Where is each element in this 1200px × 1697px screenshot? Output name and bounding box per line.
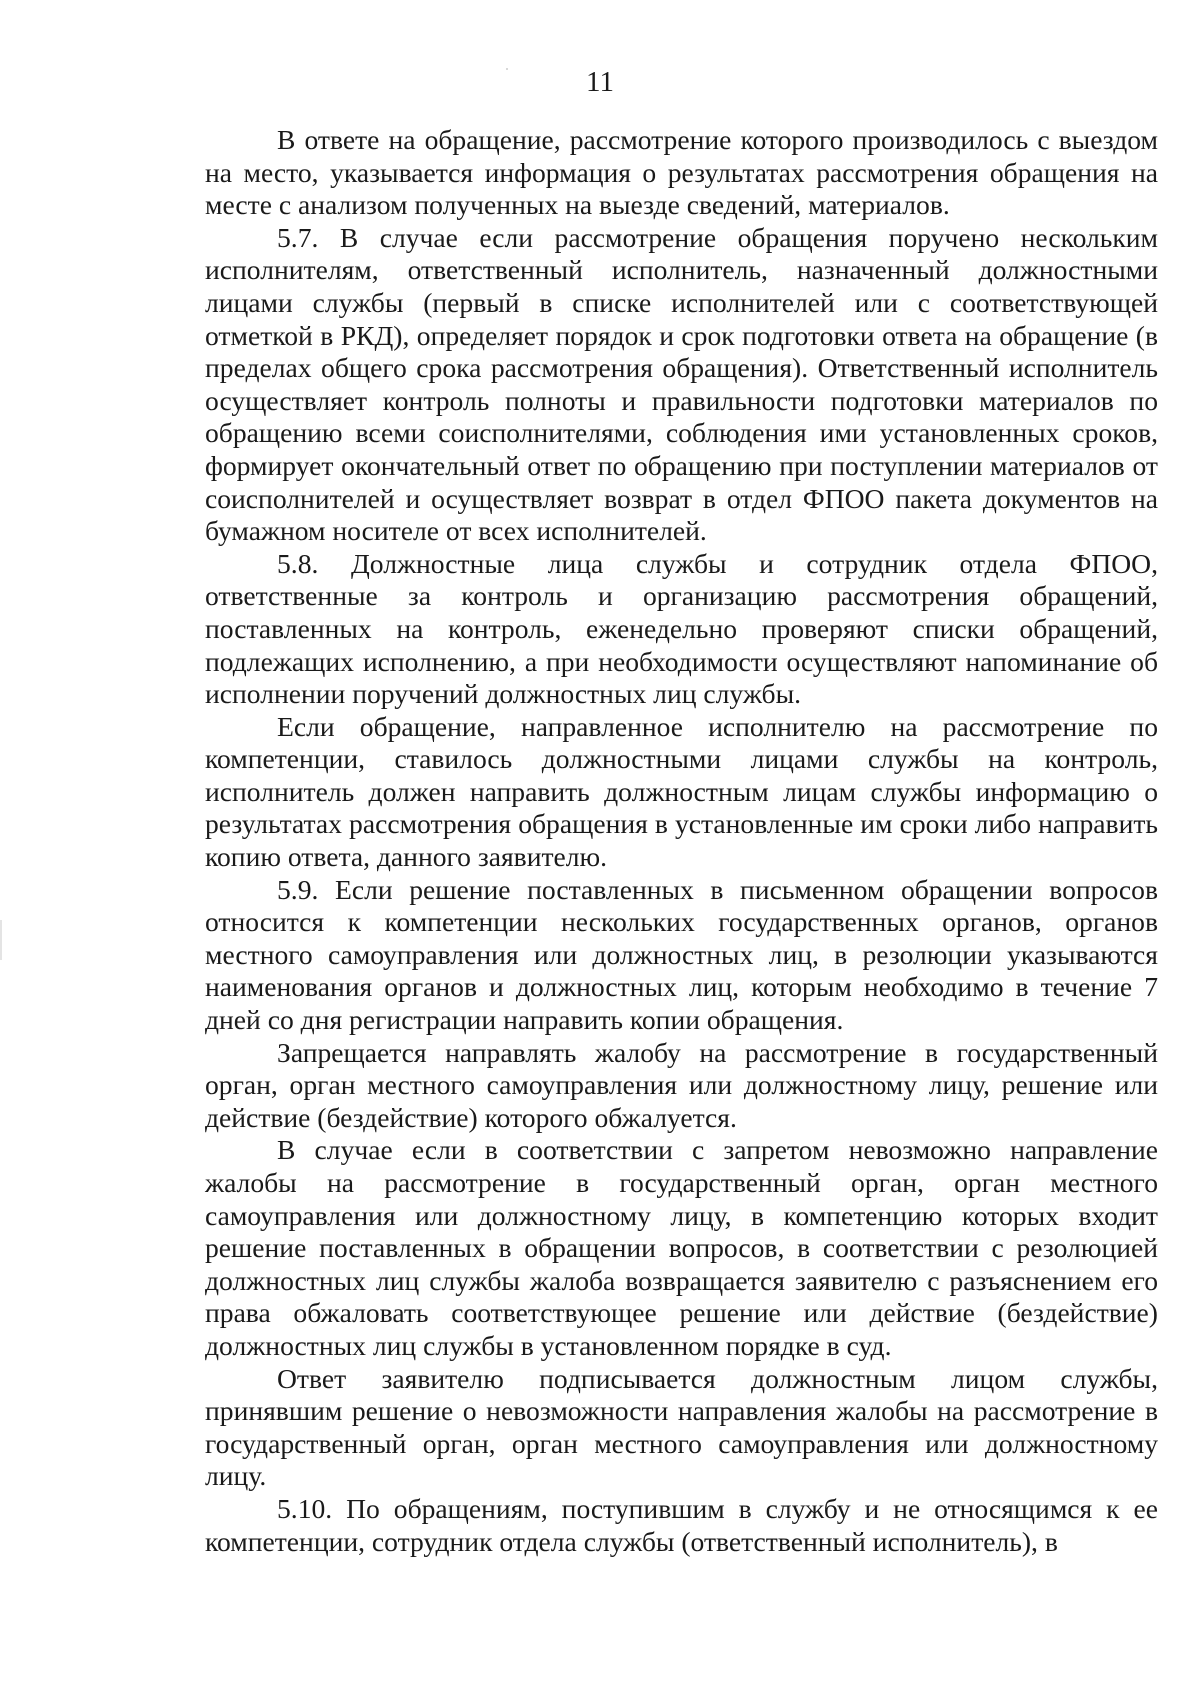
paragraph-section-5-8: 5.8. Должностные лица службы и сотрудник отдела ФПОО, ответственные за контроль и организацию рассмотрения обращений, поставленных на контроль, еженедельно проверяют списки обращений, подлежащих исполнению, а при необходимости осуществляют напоминание об исполнении поручений должностных лиц службы. <box>205 547 1158 710</box>
document-body <box>205 124 1158 1558</box>
paragraph: Запрещается направлять жалобу на рассмотрение в государственный орган, орган местного самоуправления или должностному лицу, решение или действие (бездействие) которого обжалуется. <box>205 1036 1158 1133</box>
scan-artifact <box>0 920 2 960</box>
paragraph-section-5-10: 5.10. По обращениям, поступившим в службу и не относящимся к ее компетенции, сотрудник отдела службы (ответственный исполнитель), в <box>205 1492 1158 1557</box>
paragraph: В случае если в соответствии с запретом невозможно направление жалобы на рассмотрение в государственный орган, орган местного самоуправления или должностному лицу, в компетенцию которых входит решение поставленных в обращении вопросов, в соответствии с резолюцией должностных лиц службы жалоба возвращается заявителю с разъяснением его права обжаловать соответствующее решение или действие (бездействие) должностных лиц службы в установленном порядке в суд. <box>205 1134 1158 1361</box>
paragraph: В ответе на обращение, рассмотрение которого производилось с выездом на место, указывается информация о результатах рассмотрения обращения на месте с анализом полученных на выезде сведений, материалов. <box>205 124 1158 221</box>
page-number: 11 <box>586 66 614 98</box>
paragraph-section-5-7: 5.7. В случае если рассмотрение обращения поручено нескольким исполнителям, ответственный исполнитель, назначенный должностными лицами службы (первый в списке исполнителей или с соответствующей отметкой в РКД), определяет порядок и срок подготовки ответа на обращение (в пределах общего срока рассмотрения обращения). Ответственный исполнитель осуществляет контроль полноты и правильности подготовки материалов по обращению всеми соисполнителями, соблюдения ими установленных сроков, формирует окончательный ответ по обращению при поступлении материалов от соисполнителей и осуществляет возврат в отдел ФПОО пакета документов на бумажном носителе от всех исполнителей. <box>205 221 1158 547</box>
paragraph: Если обращение, направленное исполнителю на рассмотрение по компетенции, ставилось должностными лицами службы на контроль, исполнитель должен направить должностным лицам службы информацию о результатах рассмотрения обращения в установленные им сроки либо направить копию ответа, данного заявителю. <box>205 710 1158 873</box>
paragraph-section-5-9: 5.9. Если решение поставленных в письменном обращении вопросов относится к компетенции нескольких государственных органов, органов местного самоуправления или должностных лиц, в резолюции указываются наименования органов и должностных лиц, которым необходимо в течение 7 дней со дня регистрации направить копии обращения. <box>205 873 1158 1036</box>
paragraph: Ответ заявителю подписывается должностным лицом службы, принявшим решение о невозможности направления жалобы на рассмотрение в государственный орган, орган местного самоуправления или должностному лицу. <box>205 1362 1158 1492</box>
